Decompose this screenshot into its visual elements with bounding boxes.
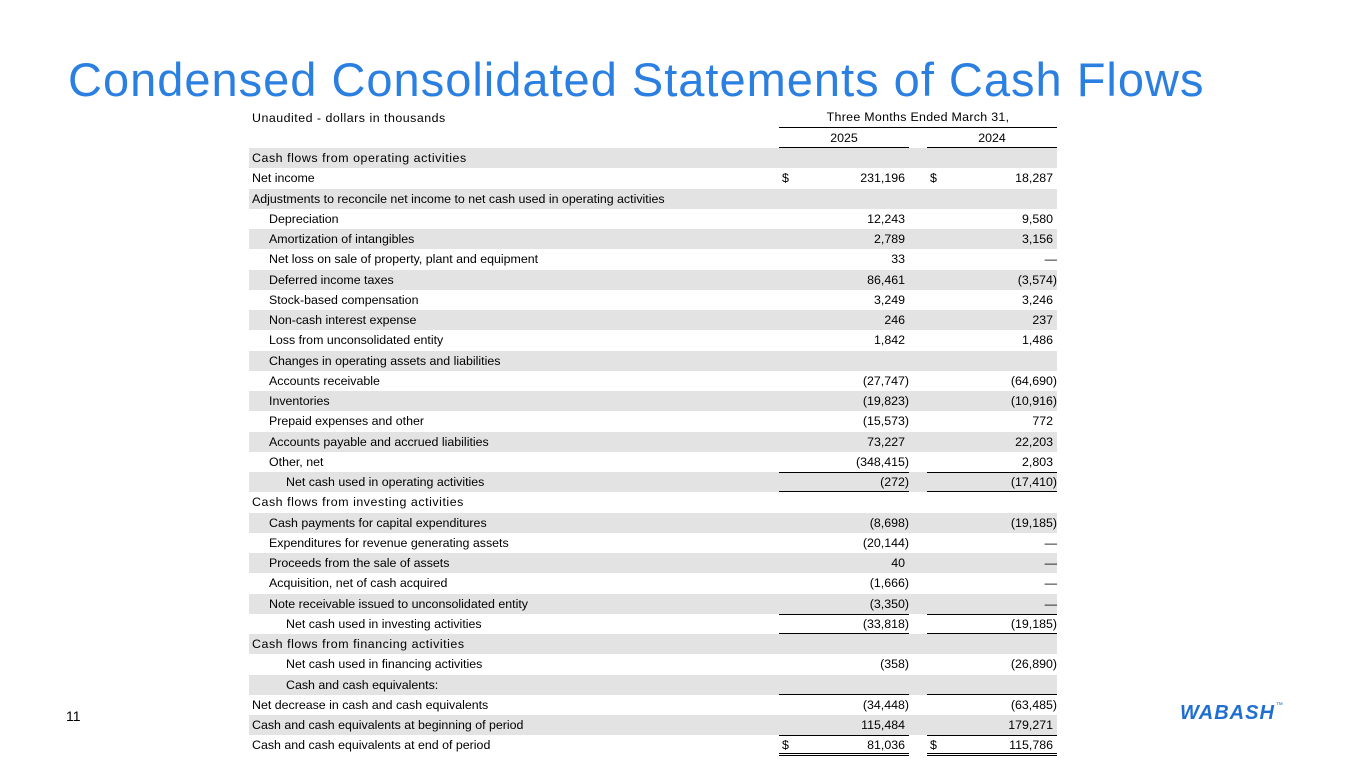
row-label: Other, net	[269, 454, 324, 469]
row-label: Deferred income taxes	[269, 272, 394, 287]
table-row	[249, 371, 1057, 391]
rule-line	[779, 472, 909, 492]
row-label: Net loss on sale of property, plant and equipment	[269, 252, 539, 267]
row-label: Accounts receivable	[269, 373, 380, 388]
value-2024: 22,203	[1015, 434, 1053, 449]
table-row	[249, 735, 1057, 755]
value-2024: 1,486	[1021, 333, 1053, 348]
row-label: Cash flows from financing activities	[252, 637, 465, 651]
currency-symbol: $	[782, 171, 789, 186]
table-row	[249, 715, 1057, 735]
rule-line	[927, 614, 1057, 634]
row-label: Loss from unconsolidated entity	[269, 333, 444, 348]
value-2024: 179,271	[1008, 718, 1053, 732]
section-row	[249, 148, 1057, 168]
value-2025: (8,698)	[869, 515, 909, 530]
value-2025: 81,036	[867, 738, 905, 753]
value-2025: 33	[891, 252, 905, 267]
units-caption: Unaudited - dollars in thousands	[252, 111, 446, 125]
row-label: Cash payments for capital expenditures	[269, 515, 487, 530]
logo-text: WABASH	[1180, 702, 1275, 724]
row-label: Prepaid expenses and other	[269, 414, 424, 429]
value-2025: (20,144)	[862, 535, 909, 550]
currency-symbol: $	[930, 171, 937, 186]
value-2024: (63,485)	[1010, 697, 1057, 712]
year-column-2025: 2025	[779, 131, 909, 148]
value-2024: —	[1044, 556, 1057, 570]
value-2024: —	[1044, 596, 1057, 611]
table-row	[249, 533, 1057, 553]
value-2024: (19,185)	[1010, 616, 1057, 631]
section-row	[249, 492, 1057, 512]
value-2024: —	[1044, 576, 1057, 591]
section-row	[249, 634, 1057, 654]
value-2025: (27,747)	[862, 373, 909, 388]
statement-rows	[249, 148, 1057, 756]
table-row	[249, 411, 1057, 431]
table-row	[249, 270, 1057, 290]
rule-line	[927, 735, 1057, 755]
row-label: Net cash used in investing activities	[286, 616, 482, 631]
row-label: Cash and cash equivalents at end of period	[252, 738, 491, 753]
value-2025: (34,448)	[862, 697, 909, 712]
row-label: Proceeds from the sale of assets	[269, 556, 450, 570]
value-2024: —	[1044, 535, 1057, 550]
row-label: Amortization of intangibles	[269, 232, 415, 246]
trademark-mark: ™	[1275, 702, 1284, 709]
row-label: Cash and cash equivalents at beginning of period	[252, 718, 524, 732]
value-2025: (33,818)	[862, 616, 909, 631]
row-label: Net income	[252, 171, 315, 186]
value-2025: 231,196	[860, 171, 905, 186]
rule-line	[927, 675, 1057, 695]
page-title: Condensed Consolidated Statements of Cash Flows	[68, 53, 1205, 106]
row-label: Acquisition, net of cash acquired	[269, 576, 448, 591]
table-row	[249, 594, 1057, 614]
value-2025: (272)	[880, 475, 909, 489]
value-2025: (1,666)	[869, 576, 909, 591]
value-2025: (3,350)	[869, 596, 909, 611]
row-label: Cash and cash equivalents:	[286, 677, 439, 692]
rule-line	[779, 614, 909, 634]
value-2025: 3,249	[873, 292, 905, 307]
row-label: Adjustments to reconcile net income to net cash used in operating activities	[252, 191, 665, 206]
value-2024: (19,185)	[1010, 515, 1057, 530]
value-2025: 1,842	[873, 333, 905, 348]
table-row	[249, 209, 1057, 229]
table-row	[249, 695, 1057, 715]
table-row	[249, 675, 1057, 695]
table-row	[249, 573, 1057, 593]
year-column-2024: 2024	[927, 131, 1057, 148]
value-2025: (348,415)	[855, 454, 909, 469]
table-row	[249, 310, 1057, 330]
value-2025: 246	[884, 313, 905, 327]
value-2025: 115,484	[861, 718, 905, 732]
cash-flow-statement	[249, 108, 1057, 756]
table-row	[249, 168, 1057, 188]
value-2025: 40	[891, 556, 905, 570]
wabash-logo	[1180, 702, 1284, 725]
row-label: Inventories	[269, 394, 330, 408]
row-label: Net cash used in financing activities	[286, 657, 483, 672]
table-row	[249, 330, 1057, 350]
value-2024: 237	[1032, 313, 1053, 327]
table-row	[249, 351, 1057, 371]
table-row	[249, 189, 1057, 209]
table-row	[249, 249, 1057, 269]
value-2025: (15,573)	[862, 414, 909, 429]
total-row	[249, 472, 1057, 492]
rule-line	[779, 675, 909, 695]
period-header: Three Months Ended March 31,	[779, 110, 1057, 128]
value-2024: 3,246	[1021, 292, 1053, 307]
row-label: Net cash used in operating activities	[286, 475, 485, 489]
value-2024: (17,410)	[1010, 475, 1057, 489]
value-2025: 12,243	[867, 211, 905, 226]
row-label: Expenditures for revenue generating assets	[269, 535, 509, 550]
value-2024: 3,156	[1021, 232, 1053, 246]
row-label: Accounts payable and accrued liabilities	[269, 434, 489, 449]
total-row	[249, 614, 1057, 634]
table-row	[249, 391, 1057, 411]
value-2025: 73,227	[867, 434, 905, 449]
value-2025: 86,461	[867, 272, 905, 287]
value-2024: 772	[1032, 414, 1053, 429]
value-2024: 2,803	[1021, 454, 1053, 469]
value-2025: 2,789	[873, 232, 905, 246]
currency-symbol: $	[782, 738, 789, 753]
row-label: Cash flows from investing activities	[252, 495, 464, 510]
value-2024: (26,890)	[1010, 657, 1057, 672]
row-label: Note receivable issued to unconsolidated entity	[269, 596, 528, 611]
table-row	[249, 452, 1057, 472]
row-label: Cash flows from operating activities	[252, 151, 467, 165]
value-2025: (358)	[880, 657, 909, 672]
currency-symbol: $	[930, 738, 937, 753]
row-label: Changes in operating assets and liabilities	[269, 353, 501, 368]
row-label: Depreciation	[269, 211, 339, 226]
table-row	[249, 290, 1057, 310]
row-label: Stock-based compensation	[269, 292, 419, 307]
value-2024: 9,580	[1021, 211, 1053, 226]
rule-line	[779, 735, 909, 755]
value-2024: 115,786	[1009, 738, 1053, 753]
statement-header	[249, 108, 1057, 148]
value-2024: (64,690)	[1010, 373, 1057, 388]
page-number: 11	[66, 708, 81, 724]
value-2024: (10,916)	[1010, 394, 1057, 408]
row-label: Non-cash interest expense	[269, 313, 417, 327]
value-2024: (3,574)	[1017, 272, 1057, 287]
value-2025: (19,823)	[862, 394, 909, 408]
table-row	[249, 553, 1057, 573]
table-row	[249, 513, 1057, 533]
rule-line	[927, 472, 1057, 492]
table-row	[249, 432, 1057, 452]
value-2024: —	[1044, 252, 1057, 267]
row-label: Net decrease in cash and cash equivalents	[252, 697, 489, 712]
table-row	[249, 229, 1057, 249]
table-row	[249, 654, 1057, 674]
value-2024: 18,287	[1015, 171, 1053, 186]
